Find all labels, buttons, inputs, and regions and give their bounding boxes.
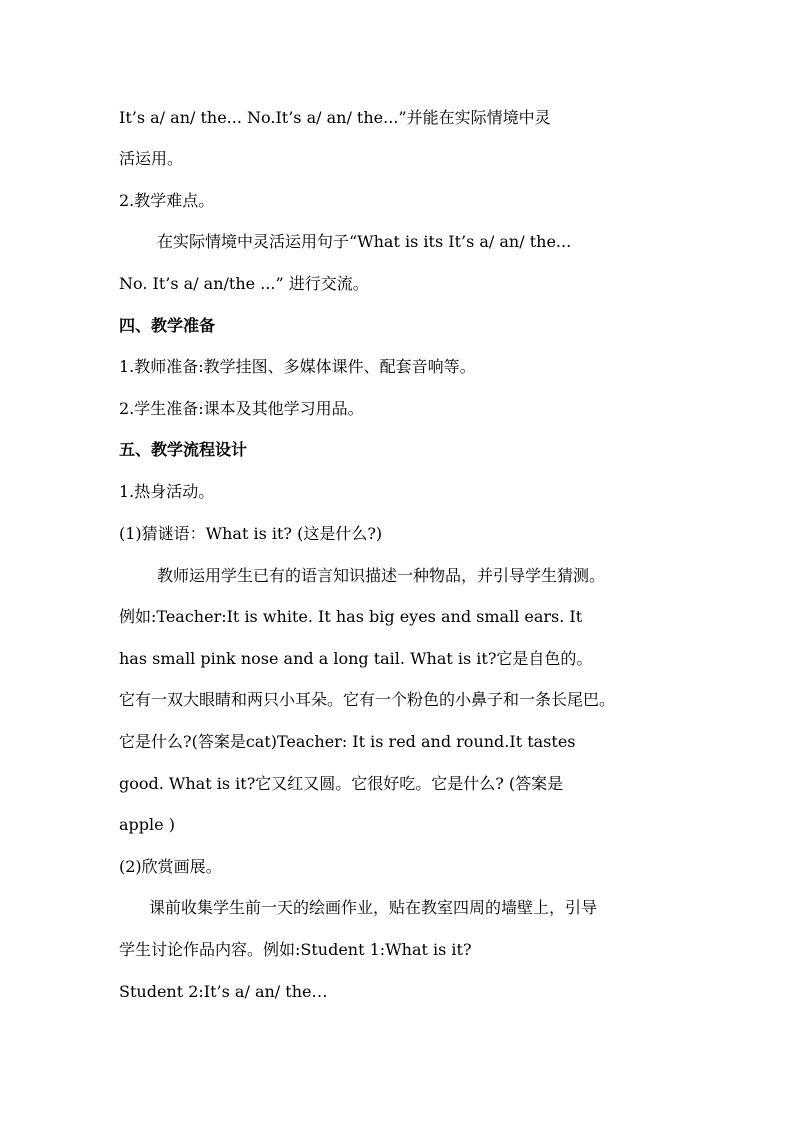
text-line-18: apple ) [119,815,175,834]
text-line-2: 活运用。 [119,149,184,168]
section-difficulty-title: 2.教学难点。 [119,191,215,210]
text-line-22: Student 2:It’s a/ an/ the… [119,982,328,1001]
text-line-12: 教师运用学生已有的语言知识描述一种物品，并引导学生猜测。 [157,566,606,585]
text-line-19: (2)欣赏画展。 [119,857,222,876]
heading-process: 五、教学流程设计 [119,440,248,459]
text-line-4: 在实际情境中灵活运用句子“What is its It’s a/ an/ the... [157,232,572,251]
text-line-13: 例如:Teacher:It is white. It has big eyes and small ears. It [119,607,583,626]
text-line-1: It’s a/ an/ the... No.It’s a/ an/ the...”并能在实际情境中灵 [119,108,551,127]
text-line-15: 它有一双大眼睛和两只小耳朵。它有一个粉色的小鼻子和一条长尾巴。 [119,690,616,709]
text-line-21: 学生讨论作品内容。例如:Student 1:What is it? [119,940,472,959]
text-line-20: 课前收集学生前一天的绘画作业，贴在教室四周的墙壁上，引导 [149,898,598,917]
text-line-8: 2.学生准备:课本及其他学习用品。 [119,399,364,418]
text-line-14: has small pink nose and a long tail. What is it?它是自色的。 [119,649,593,668]
text-line-11: (1)猜谜语：What is it? (这是什么?) [119,524,383,543]
text-line-10: 1.热身活动。 [119,482,215,501]
text-line-7: 1.教师准备:教学挂图、多媒体课件、配套音响等。 [119,357,476,376]
text-line-16: 它是什么?(答案是cat)Teacher: It is red and round.It tastes [119,732,576,751]
heading-preparation: 四、教学准备 [119,316,216,335]
text-line-17: good. What is it?它又红又圆。它很好吃。它是什么? (答案是 [119,774,564,793]
text-line-5: No. It’s a/ an/the ...” 进行交流。 [119,274,369,293]
